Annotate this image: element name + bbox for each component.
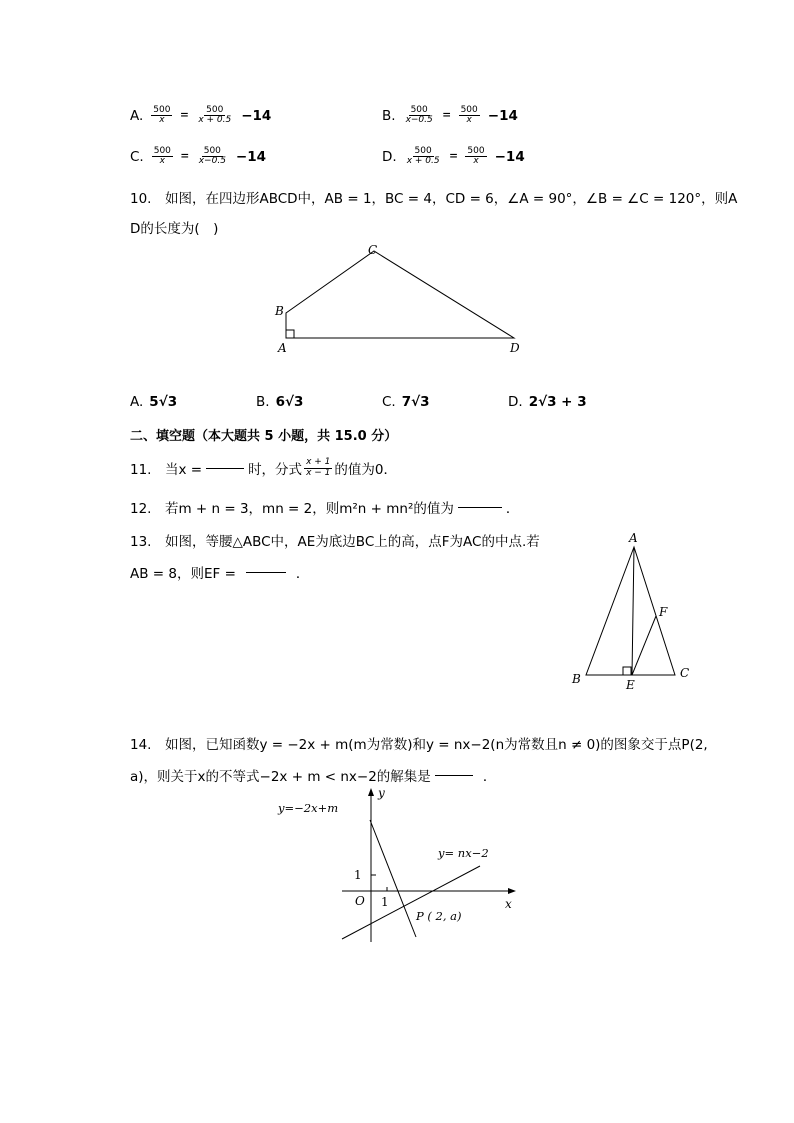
altitude-ae <box>632 547 634 675</box>
q10-option-a[interactable]: A. 5√3 <box>130 394 178 410</box>
q9-option-a[interactable]: A. $\frac{500}{x}$ = $\frac{500}{x + 0.5}$ −14 <box>130 105 272 126</box>
right-angle-mark <box>623 667 631 675</box>
section-heading: 二、填空题（本大题共 5 小题，共 15.0 分） <box>130 429 398 444</box>
q10-figure <box>270 240 530 360</box>
q10-option-b[interactable]: B. 6√3 <box>256 394 304 410</box>
label-c: C <box>368 243 378 257</box>
answer-blank[interactable] <box>246 572 286 573</box>
q14-graph <box>270 782 530 952</box>
q10-option-c[interactable]: C. 7√3 <box>382 394 430 410</box>
q13-line2: AB = 8，则EF = ． <box>130 566 310 582</box>
fraction-left: $\frac{500}{x + 0.5}$ <box>406 146 440 167</box>
q13-figure <box>566 528 700 696</box>
fraction-right: $\frac{500}{x}$ <box>460 105 478 126</box>
fraction-left: $\frac{500}{x}$ <box>153 146 171 167</box>
fraction-right: $\frac{500}{x-0.5}$ <box>198 146 226 167</box>
label-d: D <box>510 341 520 355</box>
option-tail: −14 <box>241 107 272 124</box>
option-label: D. <box>382 148 397 165</box>
label-a: A <box>278 341 287 355</box>
q10-line2: D的长度为( ) <box>130 221 219 237</box>
q11-fraction: $\frac{x + 1}{x - 1}$ <box>306 457 331 478</box>
label-f: F <box>659 605 668 619</box>
option-tail: −14 <box>235 148 267 165</box>
x-axis-arrow <box>508 888 516 894</box>
fraction-left: $\frac{500}{x-0.5}$ <box>405 105 433 126</box>
q9-option-d[interactable]: D. $\frac{500}{x + 0.5}$ = $\frac{500}{x}$ −14 <box>382 146 525 167</box>
label-b: B <box>572 672 581 686</box>
option-label: C. <box>130 148 144 165</box>
line-y-neg2x-plus-m <box>370 820 416 937</box>
q9-option-c[interactable]: C. $\frac{500}{x}$ = $\frac{500}{x-0.5}$ −14 <box>130 146 267 167</box>
answer-blank[interactable] <box>206 468 244 469</box>
fraction-left: $\frac{500}{x}$ <box>153 105 171 126</box>
q11: 11. 当x = 时，分式 $\frac{x + 1}{x - 1}$ 的值为0． <box>130 457 397 478</box>
y-one-label: 1 <box>354 868 362 882</box>
right-angle-mark <box>286 330 294 338</box>
q10-line1: 10. 如图，在四边形ABCD中，AB = 1，BC = 4，CD = 6，∠A = 90°，∠B = ∠C = 120°，则A <box>130 191 738 207</box>
option-label: B. <box>382 107 396 124</box>
quadrilateral-abcd <box>286 251 514 338</box>
q9-option-b[interactable]: B. $\frac{500}{x-0.5}$ = $\frac{500}{x}$ −14 <box>382 105 518 126</box>
segment-ef <box>632 616 656 675</box>
q12: 12. 若m + n = 3，mn = 2，则m²n + mn²的值为 ． <box>130 501 520 517</box>
label-c: C <box>680 666 690 680</box>
fraction-right: $\frac{500}{x}$ <box>467 146 485 167</box>
q14-line2: a)，则关于x的不等式−2x + m < nx−2的解集是 ． <box>130 769 497 785</box>
label-a: A <box>629 531 638 545</box>
option-tail: −14 <box>494 148 525 165</box>
option-tail: −14 <box>487 107 518 124</box>
label-b: B <box>275 304 284 318</box>
answer-blank[interactable] <box>435 775 473 776</box>
point-p-label: P ( 2, a) <box>416 909 462 923</box>
x-axis-label: x <box>505 897 512 911</box>
fraction-right: $\frac{500}{x + 0.5}$ <box>198 105 232 126</box>
x-one-label: 1 <box>381 895 389 909</box>
label-line1: y=−2x+m <box>278 801 339 815</box>
answer-blank[interactable] <box>458 507 502 508</box>
label-e: E <box>626 678 635 692</box>
q10-option-d[interactable]: D. 2√3 + 3 <box>508 394 587 410</box>
option-label: A. <box>130 107 144 124</box>
label-line2: y= nx−2 <box>438 846 489 860</box>
q14-line1: 14. 如图，已知函数y = −2x + m(m为常数)和y = nx−2(n为常数且n ≠ 0)的图象交于点P(2, <box>130 737 708 753</box>
q13-line1: 13. 如图，等腰△ABC中，AE为底边BC上的高，点F为AC的中点.若 <box>130 534 540 550</box>
y-axis-label: y <box>378 786 385 800</box>
origin-label: O <box>355 894 365 908</box>
y-axis-arrow <box>368 788 374 796</box>
